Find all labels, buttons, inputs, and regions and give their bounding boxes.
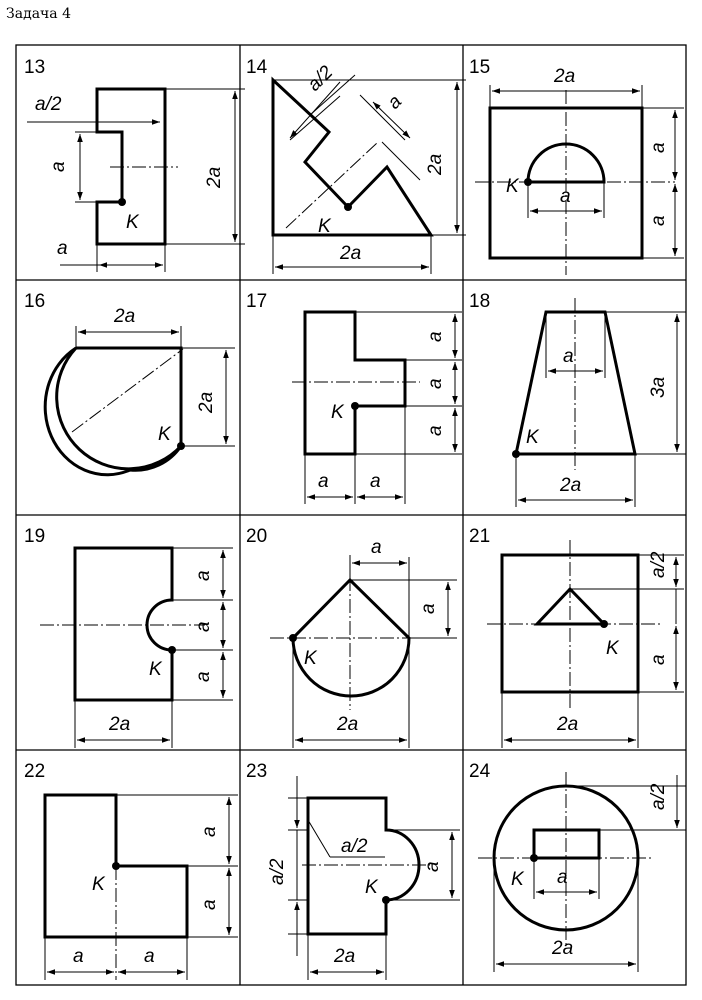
- problem-number-14: 14: [246, 57, 268, 78]
- figure-18-label-k: K: [526, 427, 539, 448]
- figure-17-dim-a-2: a: [425, 378, 446, 389]
- figure-19: [24, 526, 233, 748]
- figure-23-point-k: [382, 896, 390, 904]
- problem-number-17: 17: [246, 291, 268, 312]
- figure-24-label-k: K: [511, 869, 524, 890]
- figure-21-dim-a: a: [648, 654, 669, 665]
- figure-23: [246, 761, 460, 980]
- problem-number-16: 16: [24, 291, 46, 312]
- figure-17-dim-a-bottom-1: a: [318, 471, 329, 492]
- figure-22-dim-a-lower: a: [199, 899, 220, 910]
- problem-number-13: 13: [24, 57, 46, 78]
- figure-21-dim-half-a: a/2: [648, 551, 669, 578]
- figure-24-dim-a: a: [557, 867, 568, 888]
- problem-number-19: 19: [24, 526, 46, 547]
- problem-number-20: 20: [246, 526, 268, 547]
- figure-15-label-k: K: [506, 176, 519, 197]
- problem-number-15: 15: [469, 57, 491, 78]
- figure-24-point-k: [530, 854, 538, 862]
- figure-13-dim-2a: 2a: [204, 166, 225, 188]
- figure-17-dim-a-1: a: [425, 331, 446, 342]
- figure-22-dim-a-upper: a: [199, 826, 220, 837]
- figure-17-label-k: K: [331, 402, 344, 423]
- figure-15-dim-2a: 2a: [554, 66, 576, 87]
- figure-16-dim-2a-top: 2a: [114, 306, 136, 327]
- figure-16-label-k: K: [158, 424, 171, 445]
- figure-20-dim-a-top: a: [371, 537, 382, 558]
- figure-24: [469, 761, 686, 972]
- figure-17: [246, 291, 462, 504]
- figure-21-label-k: K: [606, 638, 619, 659]
- figure-18-dim-a: a: [563, 346, 574, 367]
- figure-19-label-k: K: [149, 659, 162, 680]
- figure-17-point-k: [351, 402, 359, 410]
- figure-16-dim-2a-right: 2a: [196, 391, 217, 413]
- figure-18: [469, 291, 686, 507]
- problem-number-24: 24: [469, 761, 491, 782]
- figure-22: [24, 761, 238, 980]
- figure-14: [246, 57, 466, 274]
- figure-16-arc: [45, 348, 181, 475]
- figure-22-dim-a-bottom-1: a: [73, 946, 84, 967]
- figure-23-dim-2a: 2a: [334, 946, 356, 967]
- figure-21: [469, 526, 684, 748]
- figure-19-dim-2a: 2a: [109, 714, 131, 735]
- figure-14-dim-half-a: a/2: [303, 62, 338, 96]
- figure-23-dim-half-a-inner: a/2: [341, 836, 368, 857]
- problem-number-22: 22: [24, 761, 46, 782]
- figure-24-dim-2a: 2a: [552, 938, 574, 959]
- problem-number-23: 23: [246, 761, 268, 782]
- figure-23-label-k: K: [365, 877, 378, 898]
- figure-21-dim-2a: 2a: [557, 714, 579, 735]
- figure-19-dim-a-2: a: [193, 621, 214, 632]
- figure-23-outline: [308, 798, 419, 934]
- figure-16-outline: [57, 348, 181, 469]
- figure-23-dim-a-right: a: [422, 861, 443, 872]
- figure-21-point-k: [600, 620, 608, 628]
- figure-13-point-k: [118, 198, 126, 206]
- problem-number-21: 21: [469, 526, 491, 547]
- figure-13: [24, 57, 245, 272]
- figure-14-dim-2a-bottom: 2a: [340, 243, 362, 264]
- figure-18-point-k: [512, 450, 520, 458]
- figure-17-outline: [305, 312, 405, 454]
- figure-13-label-k: K: [126, 212, 139, 233]
- figure-13-dim-a-bottom: a: [57, 238, 68, 259]
- problem-number-18: 18: [469, 291, 491, 312]
- figure-18-dim-3a: 3a: [648, 376, 669, 398]
- figure-17-dim-a-3: a: [425, 425, 446, 436]
- figure-14-label-k: K: [318, 216, 331, 237]
- figure-15-dim-a-upper: a: [648, 142, 669, 153]
- figure-15-dim-a-bottom: a: [560, 186, 571, 207]
- figure-19-dim-a-3: a: [193, 671, 214, 682]
- figure-13-dim-half-a: a/2: [35, 94, 62, 115]
- figure-23-dim-half-a-left: a/2: [267, 858, 288, 885]
- figure-14-outline: [273, 80, 431, 235]
- figure-22-label-k: K: [92, 874, 105, 895]
- figure-14-dim-2a-right: 2a: [425, 153, 446, 175]
- figure-14-dim-a: a: [383, 91, 407, 114]
- page-heading: Задача 4: [6, 6, 71, 22]
- figure-15: [469, 57, 684, 275]
- figure-17-dim-a-bottom-2: a: [370, 471, 381, 492]
- figure-20: [246, 526, 457, 748]
- figure-14-point-k: [344, 203, 352, 211]
- figure-15-point-k: [524, 178, 532, 186]
- figure-15-dim-a-lower: a: [648, 215, 669, 226]
- figure-19-dim-a-1: a: [193, 570, 214, 581]
- figure-16: [24, 291, 235, 475]
- figure-20-label-k: K: [304, 648, 317, 669]
- figure-18-dim-2a: 2a: [560, 475, 582, 496]
- figure-20-point-k: [289, 634, 297, 642]
- figure-20-dim-a-right: a: [418, 603, 439, 614]
- figure-20-dim-2a: 2a: [337, 714, 359, 735]
- figure-22-dim-a-bottom-2: a: [144, 946, 155, 967]
- figure-14-centerline: [286, 142, 378, 228]
- figure-22-point-k: [112, 862, 120, 870]
- figure-13-dim-a-left: a: [48, 161, 69, 172]
- figure-19-point-k: [168, 646, 176, 654]
- figure-24-dim-half-a: a/2: [648, 783, 669, 810]
- figure-16-point-k: [177, 442, 185, 450]
